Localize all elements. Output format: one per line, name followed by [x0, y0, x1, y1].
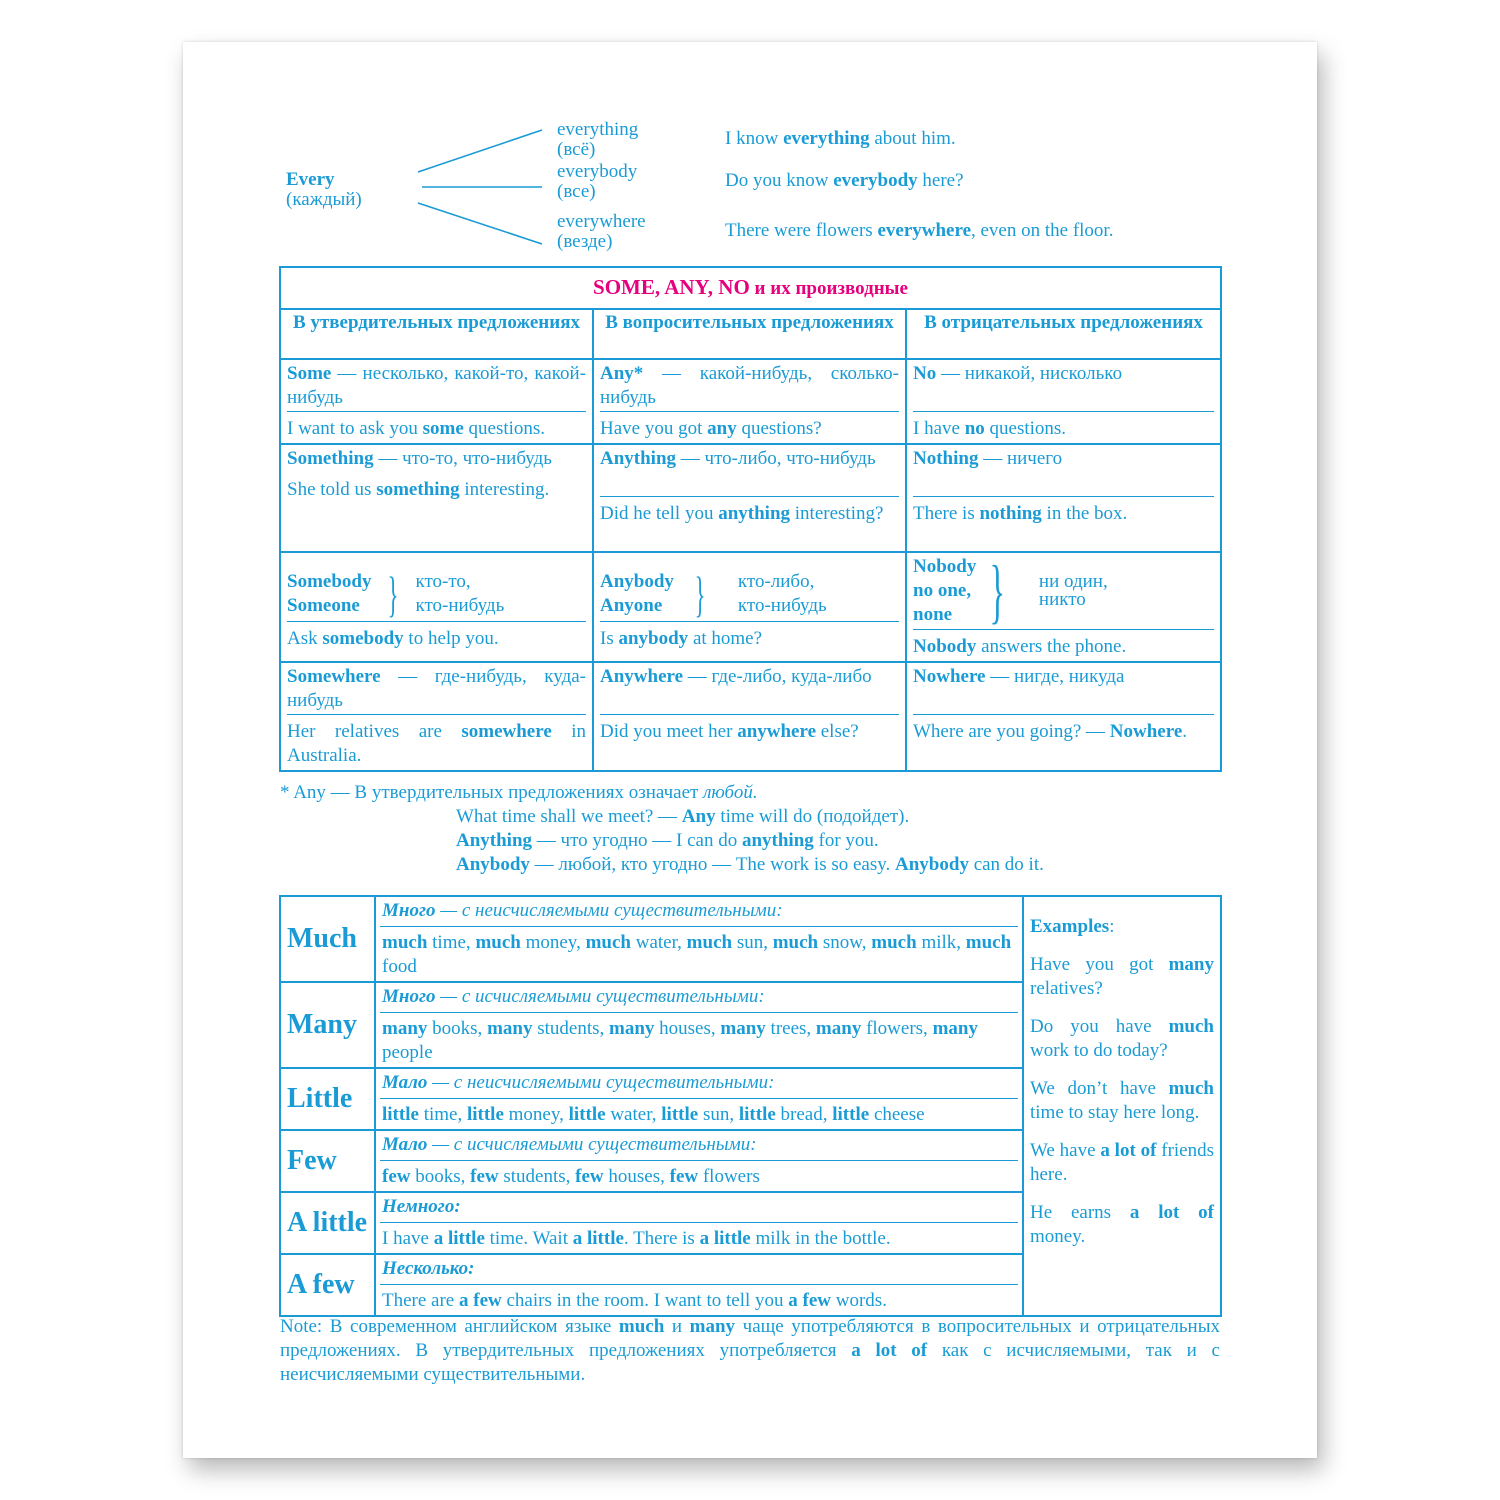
quantifier-examples: few books, few students, few houses, few flowers: [382, 1166, 760, 1187]
every-example-2: Do you know everybody here?: [725, 170, 964, 191]
quantifier-word: A few: [280, 1254, 375, 1316]
quantifier-word: Much: [280, 896, 375, 982]
quantifier-heading: Несколько:: [380, 1255, 1018, 1285]
table-cell: Something — что-то, что-нибудь She told us something interesting.: [280, 444, 593, 552]
quantifier-description: [375, 1192, 1023, 1254]
every-derivative-1: [557, 120, 638, 160]
every-derivative-ru: (всё): [557, 139, 596, 160]
every-gloss: (каждый): [286, 189, 362, 210]
usage-note: Note: В современном английском языке much и many чаще употребляются в вопросительных и отрицательных предложениях. В утвердительных предложениях употребляется a lot of как с исчисляемыми, так и с неисчисляемыми существительными.: [280, 1316, 1220, 1385]
every-example-1: I know everything about him.: [725, 128, 956, 149]
header-interrogative: В вопросительных предложениях: [593, 309, 906, 359]
every-branch-lines: [410, 120, 560, 250]
quantifier-description: [375, 982, 1023, 1068]
table-cell: Somebody Someone } кто-то, кто-нибудь Ask somebody to help you.: [280, 552, 593, 662]
table-cell: Nobody no one, none } ни один, никто Nobody answers the phone.: [906, 552, 1221, 662]
table-cell: Any* — какой-нибудь, сколько-нибудь Have you got any questions?: [593, 359, 906, 444]
table-cell: Anywhere — где-либо, куда-либо Did you meet her anywhere else?: [593, 662, 906, 771]
quantifier-examples: I have a little time. Wait a little. There is a little milk in the bottle.: [382, 1228, 891, 1249]
table-row: [280, 444, 1221, 552]
table-header-row: [280, 309, 1221, 359]
every-derivative-en: everything: [557, 119, 639, 140]
header-affirmative: В утвердительных предложениях: [280, 309, 593, 359]
every-derivative-2: [557, 162, 637, 202]
every-derivative-en: everywhere: [557, 211, 646, 232]
quantifier-word: Many: [280, 982, 375, 1068]
footnote-line-3: Anything — что угодно — I can do anything for you.: [456, 830, 879, 851]
quantifier-examples: There are a few chairs in the room. I want to tell you a few words.: [382, 1290, 887, 1311]
every-derivative-3: [557, 212, 646, 252]
every-derivative-ru: (везде): [557, 231, 613, 252]
quantifier-word: Few: [280, 1130, 375, 1192]
every-word: Every: [286, 169, 335, 190]
table-cell: Nowhere — нигде, никуда Where are you going? — Nowhere.: [906, 662, 1221, 771]
brace-icon: }: [388, 566, 399, 622]
quantifier-heading: Много — с исчисляемыми существительными:: [380, 983, 1018, 1013]
quantifier-word: Little: [280, 1068, 375, 1130]
quantifier-examples: little time, little money, little water, little sun, little bread, little cheese: [382, 1104, 925, 1125]
table-title: SOME, ANY, NO и их производные: [280, 267, 1221, 309]
footnote-line-4: Anybody — любой, кто угодно — The work is so easy. Anybody can do it.: [456, 854, 1044, 875]
footnote-line-2: What time shall we meet? — Any time will do (подойдет).: [456, 806, 910, 827]
table-cell: Somewhere — где-нибудь, куда-нибудь Her relatives are somewhere in Australia.: [280, 662, 593, 771]
brace-icon: }: [989, 551, 1006, 631]
quantifier-heading: Мало — с исчисляемыми существительными:: [380, 1131, 1018, 1161]
some-any-no-table: [279, 266, 1222, 772]
brace-icon: }: [694, 566, 706, 622]
examples-panel: Examples: Have you got many relatives? Do you have much work to do today? We don’t have much time to stay here long. We have a lot of friends here. He earns a lot of money.: [1023, 896, 1221, 1316]
quantifier-examples: many books, many students, many houses, many trees, many flowers, many people: [382, 1018, 978, 1063]
every-derivative-ru: (все): [557, 181, 596, 202]
quantifier-examples: much time, much money, much water, much sun, much snow, much milk, much food: [382, 932, 1012, 977]
quantifier-heading: Мало — с неисчисляемыми существительными:: [380, 1069, 1018, 1099]
every-derivative-en: everybody: [557, 161, 638, 182]
footnote-line-1: * Any — В утвердительных предложениях означает любой.: [280, 782, 758, 803]
header-negative: В отрицательных предложениях: [906, 309, 1221, 359]
every-example-3: There were flowers everywhere, even on the floor.: [725, 220, 1114, 241]
table-cell: Nothing — ничего There is nothing in the box.: [906, 444, 1221, 552]
table-cell: Some — несколько, какой-то, какой-нибудь I want to ask you some questions.: [280, 359, 593, 444]
table-cell: Anybody Anyone } кто-либо, кто-нибудь Is anybody at home?: [593, 552, 906, 662]
table-row: [280, 552, 1221, 662]
quantifier-word: A little: [280, 1192, 375, 1254]
quantifier-row: [280, 896, 1221, 982]
table-cell: No — никакой, нисколько I have no questions.: [906, 359, 1221, 444]
table-row: [280, 662, 1221, 771]
quantifier-description: [375, 896, 1023, 982]
quantifier-description: [375, 1254, 1023, 1316]
quantifier-description: [375, 1068, 1023, 1130]
table-cell: Anything — что-либо, что-нибудь Did he tell you anything interesting?: [593, 444, 906, 552]
quantifier-description: [375, 1130, 1023, 1192]
table-row: [280, 359, 1221, 444]
quantifier-heading: Немного:: [380, 1193, 1018, 1223]
every-label: [286, 170, 362, 210]
quantifier-heading: Много — с неисчисляемыми существительными:: [380, 897, 1018, 927]
quantifiers-table: [279, 895, 1222, 1317]
